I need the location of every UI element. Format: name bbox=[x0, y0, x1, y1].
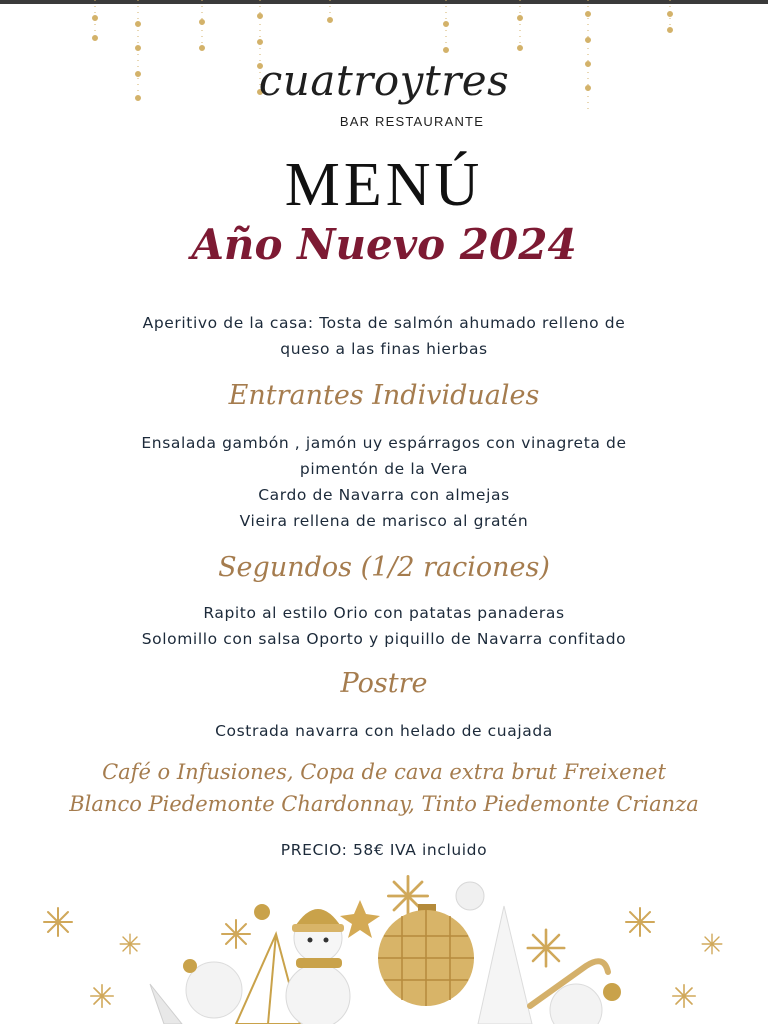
snowflake-icon bbox=[673, 985, 695, 1007]
section-heading-segundos: Segundos (1/2 raciones) bbox=[218, 552, 550, 583]
drinks-line: Café o Infusiones, Copa de cava extra brut Freixenet bbox=[102, 760, 666, 784]
snowflake-icon bbox=[91, 985, 113, 1007]
logo-tagline: BAR RESTAURANTE bbox=[339, 114, 485, 129]
menu-item: Vieira rellena de marisco al gratén bbox=[239, 512, 529, 530]
white-cone bbox=[478, 906, 532, 1024]
section-heading-postre: Postre bbox=[340, 668, 428, 699]
menu-item: Rapito al estilo Orio con patatas panaderas bbox=[203, 604, 565, 622]
section-heading-entrantes: Entrantes Individuales bbox=[228, 380, 540, 411]
gold-disco-bauble bbox=[378, 904, 474, 1006]
snowflake-icon bbox=[44, 908, 72, 936]
logo-wordmark: cuatroytres bbox=[258, 56, 510, 105]
drinks-line: Blanco Piedemonte Chardonnay, Tinto Piedemonte Crianza bbox=[69, 792, 699, 816]
aperitivo-line: Aperitivo de la casa: Tosta de salmón ahumado relleno de bbox=[142, 314, 626, 332]
white-bauble bbox=[456, 882, 484, 910]
star-icon bbox=[340, 900, 380, 938]
menu-title: MENÚ bbox=[284, 151, 484, 219]
aperitivo-line: queso a las finas hierbas bbox=[280, 340, 488, 358]
menu-item: Solomillo con salsa Oporto y piquillo de Navarra confitado bbox=[141, 630, 627, 648]
menu-subtitle: Año Nuevo 2024 bbox=[191, 220, 577, 269]
menu-item: pimentón de la Vera bbox=[299, 460, 469, 478]
snowflake-icon bbox=[702, 934, 722, 954]
menu-item: Costrada navarra con helado de cuajada bbox=[215, 722, 553, 740]
snowflake-icon bbox=[528, 930, 564, 966]
menu-item: Cardo de Navarra con almejas bbox=[258, 486, 510, 504]
snowman bbox=[286, 909, 350, 1024]
price-text: PRECIO: 58€ IVA incluido bbox=[280, 841, 488, 859]
menu-item: Ensalada gambón , jamón uy espárragos con vinagreta de bbox=[141, 434, 627, 452]
snowflake-icon bbox=[626, 908, 654, 936]
snowflake-icon bbox=[120, 934, 140, 954]
snowflake-icon bbox=[222, 920, 250, 948]
christmas-ornaments bbox=[0, 860, 768, 1024]
white-bauble bbox=[550, 984, 602, 1024]
